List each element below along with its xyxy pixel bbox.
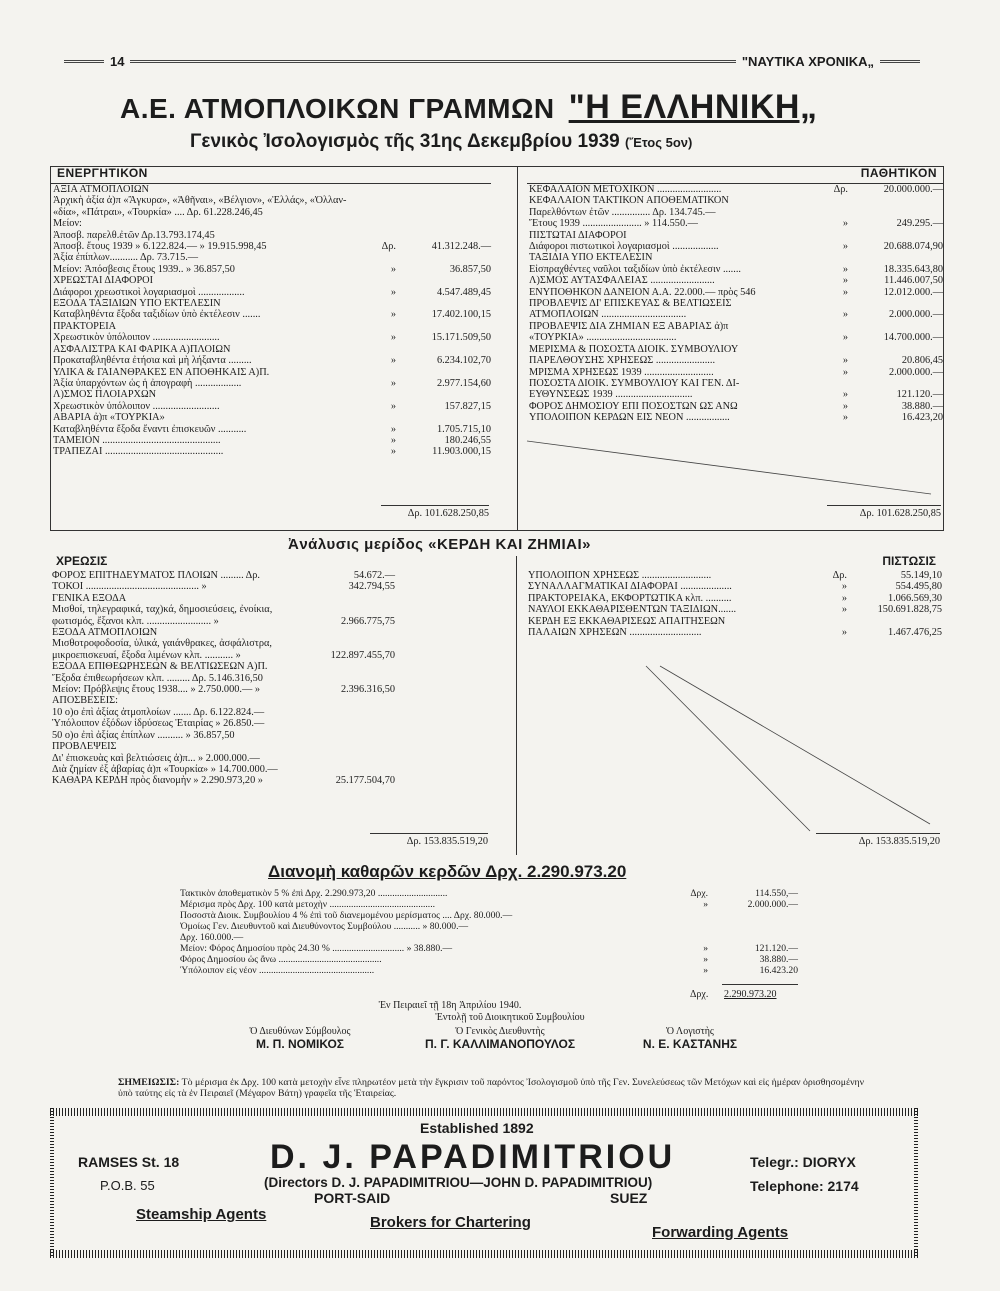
liability-label: ΠΡΟΒΛΕΨΙΣ ΔΙΑ ΖΗΜΙΑΝ ΕΞ ΑΒΑΡΙΑΣ ἀ)π <box>529 320 729 332</box>
debit-marker: 2.396.316,50 <box>340 684 395 696</box>
year-note: (Ἔτος 5ον) <box>625 135 693 150</box>
credit-label: ΠΡΑΚΤΟΡΕΙΑΚΑ, ΕΚΦΟΡΤΩΤΙΚΑ κλπ. .......... <box>528 592 732 604</box>
ad-border-right <box>914 1108 918 1258</box>
header-rule-right <box>880 60 920 63</box>
distribution-label: Τακτικὸν ἀποθεματικὸν 5 % ἐπὶ Δρχ. 2.290.973,20 ............................. <box>180 888 448 899</box>
liability-value: 249.295.— <box>896 218 943 230</box>
distribution-label: Μείον: Φόρος Δημοσίου πρὸς 24.30 % .............................. » 38.880.— <box>180 943 453 954</box>
asset-value: 17.402.100,15 <box>431 309 491 321</box>
distribution-total: 2.290.973.20 <box>724 989 777 1000</box>
asset-label: ΑΣΦΑΛΙΣΤΡΑ ΚΑΙ ΦΑΡΙΚΑ Α)ΠΛΟΙΩΝ <box>53 343 231 355</box>
liability-marker: » <box>842 241 848 253</box>
asset-value: 36.857,50 <box>449 263 491 275</box>
page-header <box>58 52 926 70</box>
credit-label: ΠΑΛΑΙΩΝ ΧΡΗΣΕΩΝ ............................ <box>528 627 702 639</box>
liability-marker: » <box>842 412 848 424</box>
liability-label: ΚΕΦΑΛΑΙΟΝ ΜΕΤΟΧΙΚΟΝ ......................... <box>529 184 722 195</box>
debit-marker: 342.794,55 <box>348 581 395 593</box>
signatory-1-role: Ὁ Διευθύνων Σύμβουλος <box>249 1026 351 1037</box>
ad-telegr: Telegr.: DIORYX <box>750 1154 856 1170</box>
signatory-2-name: Π. Γ. ΚΑΛΛΙΜΑΝΟΠΟΥΛΟΣ <box>424 1037 576 1051</box>
signatory-1-name: Μ. Π. ΝΟΜΙΚΟΣ <box>256 1037 344 1051</box>
board-order: Ἐντολῇ τοῦ Διοικητικοῦ Συμβουλίου <box>435 1012 585 1023</box>
signatory-3-name: Ν. Ε. ΚΑΣΤΑΝΗΣ <box>642 1037 738 1051</box>
credit-label: ΥΠΟΛΟΙΠΟΝ ΧΡΗΣΕΩΣ ........................... <box>528 570 712 581</box>
asset-label: Διάφοροι χρεωστικοὶ λογαριασμοὶ .................. <box>53 286 245 298</box>
asset-value: 6.234.102,70 <box>436 355 491 367</box>
liability-label: ΕΝΥΠΟΘΗΚΟΝ ΔΑΝΕΙΟΝ Α.Α. 22.000.— πρὸς 546 <box>529 286 756 298</box>
distribution-total-label: Δρχ. <box>690 989 709 1000</box>
ad-border-bottom <box>50 1250 918 1258</box>
liability-marker: » <box>842 389 848 401</box>
signatory-3 <box>590 1026 790 1051</box>
liability-value: 20.688.074,90 <box>883 241 943 253</box>
pl-title: Ἀνάλυσις μερίδος «ΚΕΡΔΗ ΚΑΙ ΖΗΜΙΑΙ» <box>288 536 591 553</box>
distribution-row <box>178 910 798 921</box>
liability-marker: » <box>842 355 848 367</box>
liability-value: 12.012.000.— <box>883 286 943 298</box>
distribution-value <box>708 910 798 921</box>
asset-marker: » <box>390 434 396 446</box>
debit-marker: 25.177.504,70 <box>335 775 395 787</box>
debit-label: μικροεπισκευαί, ἔξοδα λιμένων κλπ. ........... » <box>52 649 241 661</box>
asset-label: Καταβληθέντα ἔξοδα ταξιδίων ὑπὸ ἐκτέλεσιν ....... <box>53 309 261 321</box>
distribution-label: Ποσοστὰ Διοικ. Συμβουλίου 4 % ἐπὶ τοῦ διανεμομένου μερίσματος .... Δρχ. 80.000.— <box>180 910 513 921</box>
credit-marker: » <box>841 604 847 616</box>
credit-value: 55.149,10 <box>900 570 942 581</box>
liability-value: 121.120.— <box>896 389 943 401</box>
asset-marker: » <box>390 400 396 412</box>
ad-company-name: D. J. PAPADIMITRIOU <box>270 1138 676 1176</box>
asset-value: 180.246,55 <box>444 434 491 446</box>
debit-label: φωτισμός, ἔξανοι κλπ. ......................... » <box>52 615 219 627</box>
distribution-label: Δρχ. 160.000.— <box>180 932 244 943</box>
asset-marker: » <box>390 355 396 367</box>
debit-label: ΠΡΟΒΛΕΨΕΙΣ <box>52 741 117 753</box>
liability-value: 20.000.000.— <box>883 184 943 195</box>
asset-label: Ἀρχικὴ ἀξία ἀ)π «Ἄγκυρα», «Ἀθῆναι», «Βέλγιον», «Ἑλλάς», «Ὀλλαν- <box>53 195 347 207</box>
asset-value: 11.903.000,15 <box>432 446 491 458</box>
liability-label: ΠΙΣΤΩΤΑΙ ΔΙΑΦΟΡΟΙ <box>529 229 627 241</box>
distribution-marker <box>628 932 708 943</box>
ad-established: Established 1892 <box>420 1120 534 1136</box>
ad-directors: (Directors D. J. PAPADIMITRIOU—JOHN D. PAPADIMITRIOU) <box>264 1175 653 1190</box>
debit-label: Μισθοτροφοδοσία, ὑλικά, γαιάνθρακες, ἀσφάλιστρα, <box>52 638 273 650</box>
page-number: 14 <box>110 53 125 69</box>
liability-marker: » <box>842 263 848 275</box>
asset-marker: » <box>390 377 396 389</box>
signatory-2 <box>400 1026 600 1051</box>
ad-border-left <box>50 1108 54 1258</box>
asset-value: 2.977.154,60 <box>436 377 491 389</box>
asset-marker: » <box>390 309 396 321</box>
liability-label: ΚΕΦΑΛΑΙΟΝ ΤΑΚΤΙΚΟΝ ΑΠΟΘΕΜΑΤΙΚΟΝ <box>529 195 729 207</box>
liability-label: «ΤΟΥΡΚΙΑ» ................................... <box>529 332 677 344</box>
company-name: "Η ΕΛΛΗΝΙΚΗ„ <box>568 88 818 126</box>
distribution-title: Διανομὴ καθαρῶν κερδῶν Δρχ. 2.290.973.20 <box>268 862 627 881</box>
debit-label: Διὰ ζημίαν ἐξ ἀβαρίας ἀ)π «Τουρκία» » 14.700.000.— <box>52 763 278 775</box>
asset-label: Μείον: <box>53 218 82 230</box>
journal-name: "ΝΑΥΤΙΚΑ ΧΡΟΝΙΚΑ„ <box>741 53 874 69</box>
asset-value: 4.547.489,45 <box>436 286 491 298</box>
credit-label: ΣΥΝΑΛΛΑΓΜΑΤΙΚΑΙ ΔΙΑΦΟΡΑΙ .................... <box>528 581 732 593</box>
credit-marker: » <box>841 627 847 639</box>
profit-loss-section <box>50 556 942 855</box>
liability-value: 11.446.007,50 <box>884 275 943 287</box>
pl-cancel-lines <box>50 556 942 855</box>
liability-label: ΤΑΞΙΔΙΑ ΥΠΟ ΕΚΤΕΛΕΣΙΝ <box>529 252 653 264</box>
asset-marker: » <box>390 332 396 344</box>
credit-marker: » <box>841 581 847 593</box>
distribution-marker: » <box>703 954 708 965</box>
debit-label: ΦΟΡΟΣ ΕΠΙΤΗΔΕΥΜΑΤΟΣ ΠΛΟΙΩΝ ......... Δρ. <box>52 570 261 581</box>
liability-value: 18.335.643,80 <box>883 263 943 275</box>
debit-label: ΕΞΟΔΑ ΑΤΜΟΠΛΟΙΩΝ <box>52 627 158 639</box>
liability-label: ΥΠΟΛΟΙΠΟΝ ΚΕΡΔΩΝ ΕΙΣ ΝΕΟΝ ................. <box>529 412 730 424</box>
liability-label: Διάφοροι πιστωτικοὶ λογαριασμοὶ .................. <box>529 241 719 253</box>
liability-value: 14.700.000.— <box>883 332 943 344</box>
asset-label: ΠΡΑΚΤΟΡΕΙΑ <box>53 320 117 332</box>
liability-label: Παρελθόντων ἐτῶν ............... Δρ. 134.745.— <box>529 206 716 218</box>
debit-label: 50 ο)ο ἐπὶ ἀξίας ἐπίπλων .......... » 36.857,50 <box>52 729 235 741</box>
distribution-total-rule <box>722 984 798 985</box>
asset-label: ΧΡΕΩΣΤΑΙ ΔΙΑΦΟΡΟΙ <box>53 275 154 287</box>
distribution-value: 16.423.20 <box>759 965 798 976</box>
asset-marker: » <box>390 286 396 298</box>
debit-marker: 122.897.455,70 <box>330 649 395 661</box>
credit-value: 1.467.476,25 <box>887 627 942 639</box>
distribution-marker: Δρχ. <box>690 888 708 899</box>
distribution-row <box>178 943 798 954</box>
liability-label: ΑΤΜΟΠΛΟΙΩΝ ................................. <box>529 309 687 321</box>
asset-value: 41.312.248.— <box>431 241 491 253</box>
distribution-row <box>178 954 798 965</box>
asset-marker: » <box>390 446 396 458</box>
debit-total: Δρ. 153.835.519,20 <box>406 836 488 847</box>
credit-marker: Δρ. <box>832 570 847 581</box>
debit-heading: ΧΡΕΩΣΙΣ <box>56 554 108 568</box>
distribution-list <box>178 888 798 976</box>
company-type: Α.Ε. ΑΤΜΟΠΛΟΙΚΩΝ ΓΡΑΜΜΩΝ <box>120 93 555 124</box>
ad-suez: SUEZ <box>610 1190 648 1206</box>
asset-value: 157.827,15 <box>444 400 491 412</box>
header-rule-left <box>64 60 104 63</box>
balance-subtitle <box>190 131 692 153</box>
distribution-marker <box>628 910 708 921</box>
liability-label: Λ)ΣΜΟΣ ΑΥΤΑΣΦΑΛΕΙΑΣ ......................... <box>529 275 715 287</box>
asset-marker: » <box>390 263 396 275</box>
liability-marker: » <box>842 218 848 230</box>
company-title <box>120 88 920 127</box>
credit-total: Δρ. 153.835.519,20 <box>858 836 940 847</box>
liability-label: ΦΟΡΟΣ ΔΗΜΟΣΙΟΥ ΕΠΙ ΠΟΣΟΣΤΩΝ ΩΣ ΑΝΩ <box>529 400 738 412</box>
distribution-value <box>708 921 798 932</box>
assets-total: Δρ. 101.628.250,85 <box>407 508 489 519</box>
note-text: Τὸ μέρισμα ἐκ Δρχ. 100 κατὰ μετοχὴν εἶνε πληρωτέον μετὰ τὴν ἔγκρισιν τοῦ παρόντος Ἰσολογισμοῦ ὑπὸ τῆς Γεν. Συνελεύσεως τῶν Μετόχων καὶ εἰς ἡμέραν ὁρισθησομένην ὑπὸ ταύτης εἰς τὰ ἐν Πειραιεῖ (Μέγαρον Βάτη) γραφεῖα τῆς Ἑταιρείας. <box>118 1077 865 1099</box>
ad-address: RAMSES St. 18 <box>78 1154 180 1170</box>
asset-label: Χρεωστικὸν ὑπόλοιπον .......................... <box>53 400 220 412</box>
debit-label: ΓΕΝΙΚΑ ΕΞΟΔΑ <box>52 592 127 604</box>
distribution-label: Ὑπόλοιπον εἰς νέον ................................................ <box>180 965 375 976</box>
debit-label: Δι' ἐπισκευὰς καὶ βελτιώσεις ἀ)π... » 2.000.000.— <box>52 752 260 764</box>
liability-label: ΠΑΡΕΛΘΟΥΣΗΣ ΧΡΗΣΕΩΣ ....................... <box>529 355 716 367</box>
debit-label: ΤΟΚΟΙ ............................................ » <box>52 581 207 593</box>
ad-brokers: Brokers for Chartering <box>370 1214 531 1231</box>
distribution-marker: » <box>703 899 708 910</box>
subtitle-text: Γενικὸς Ἰσολογισμὸς τῆς 31ης Δεκεμβρίου 1939 <box>190 131 620 152</box>
liability-value: 2.000.000.— <box>888 366 943 378</box>
distribution-value: 121.120.— <box>754 943 798 954</box>
debit-label: Μισθοί, τηλεγραφικά, ταχ)κά, δημοσιεύσεις, ἐνοίκια, <box>52 604 273 616</box>
credit-marker: » <box>841 592 847 604</box>
asset-label: «δία», «Πάτραι», «Τουρκία» .... Δρ. 61.228.246,45 <box>53 206 263 218</box>
liability-marker: » <box>842 366 848 378</box>
liabilities-heading: ΠΑΘΗΤΙΚΟΝ <box>527 167 943 184</box>
liability-label: ΠΡΟΒΛΕΨΙΣ ΔΙ' ΕΠΙΣΚΕΥΑΣ & ΒΕΛΤΙΩΣΕΙΣ <box>529 298 732 310</box>
liability-marker: » <box>842 400 848 412</box>
note-label: ΣΗΜΕΙΩΣΙΣ: <box>118 1077 180 1088</box>
asset-marker: Δρ. <box>381 241 396 253</box>
distribution-row <box>178 965 798 976</box>
ad-pob: P.O.B. 55 <box>100 1178 155 1193</box>
liability-marker: » <box>842 309 848 321</box>
distribution-value: 114.550,— <box>755 888 798 899</box>
asset-label: ΕΞΟΔΑ ΤΑΞΙΔΙΩΝ ΥΠΟ ΕΚΤΕΛΕΣΙΝ <box>53 298 221 310</box>
asset-label: Λ)ΣΜΟΣ ΠΛΟΙΑΡΧΩΝ <box>53 389 157 401</box>
distribution-row <box>178 899 798 910</box>
signatory-2-role: Ὁ Γενικὸς Διευθυντὴς <box>455 1026 545 1037</box>
liability-label: Εἰσπραχθέντες ναῦλοι ταξιδίων ὑπὸ ἐκτέλεσιν ....... <box>529 263 741 275</box>
liability-value: 2.000.000.— <box>888 309 943 321</box>
place-date: Ἐν Πειραιεῖ τῇ 18η Ἀπριλίου 1940. <box>378 1000 522 1011</box>
debit-label: Ὑπόλοιπον ἐξόδων ἱδρύσεως Ἑταιρίας » 26.850.— <box>52 718 265 730</box>
distribution-value <box>708 932 798 943</box>
liability-marker: » <box>842 332 848 344</box>
asset-label: ΤΑΜΕΙΟΝ .............................................. <box>53 434 221 446</box>
asset-value: 15.171.509,50 <box>431 332 491 344</box>
ad-steamship: Steamship Agents <box>136 1206 267 1223</box>
credit-value: 150.691.828,75 <box>877 604 942 616</box>
ad-telephone: Telephone: 2174 <box>750 1178 859 1194</box>
liability-marker: Δρ. <box>833 184 848 195</box>
debit-label: ΑΠΟΣΒΕΣΕΙΣ: <box>52 695 119 707</box>
credit-value: 1.066.569,30 <box>887 592 942 604</box>
ad-port-said: PORT-SAID <box>314 1190 391 1206</box>
liability-label: Ἔτους 1939 ....................... » 114.550.— <box>529 218 698 230</box>
liability-label: ΕΥΘΥΝΣΕΩΣ 1939 .............................. <box>529 389 693 401</box>
signatory-3-role: Ὁ Λογιστὴς <box>666 1026 714 1037</box>
liability-label: ΜΕΡΙΣΜΑ & ΠΟΣΟΣΤΑ ΔΙΟΙΚ. ΣΥΜΒΟΥΛΙΟΥ <box>529 343 739 355</box>
asset-label: ΥΛΙΚΑ & ΓΑΙΑΝΘΡΑΚΕΣ ΕΝ ΑΠΟΘΗΚΑΙΣ Α)Π. <box>53 366 270 378</box>
balance-cancel-lines <box>51 167 943 530</box>
liability-value: 38.880.— <box>901 400 943 412</box>
ad-border-top <box>50 1108 918 1116</box>
debit-label: ΚΑΘΑΡΑ ΚΕΡΔΗ πρὸς διανομὴν » 2.290.973,20 » <box>52 775 263 787</box>
asset-label: Ἀποσβ. ἔτους 1939 » 6.122.824.— » 19.915.998,45 <box>53 241 267 253</box>
asset-label: Μείον: Ἀπόσβεσις ἔτους 1939.. » 36.857,50 <box>53 263 235 275</box>
debit-label: Ἔξοδα ἐπιθεωρήσεων κλπ. ......... Δρ. 5.146.316,50 <box>52 672 263 684</box>
liability-marker: » <box>842 286 848 298</box>
distribution-row <box>178 932 798 943</box>
credit-heading: ΠΙΣΤΩΣΙΣ <box>882 554 936 568</box>
signatory-1 <box>200 1026 400 1051</box>
header-rule-middle <box>130 60 735 63</box>
liability-label: ΜΡΙΣΜΑ ΧΡΗΣΕΩΣ 1939 ........................... <box>529 366 714 378</box>
debit-marker: 2.966.775,75 <box>340 615 395 627</box>
distribution-label: Φόρος Δημοσίου ὡς ἄνω ........................................... <box>180 954 382 965</box>
liability-marker: » <box>842 275 848 287</box>
distribution-row <box>178 888 798 899</box>
asset-label: Ἀποσβ. παρελθ.ἐτῶν Δρ.13.793.174,45 <box>53 229 215 241</box>
debit-label: Μείον: Πρόβλεψις ἔτους 1938.... » 2.750.000.— » <box>52 684 260 696</box>
note <box>118 1077 878 1099</box>
credit-label: ΝΑΥΛΟΙ ΕΚΚΑΘΑΡΙΣΘΕΝΤΩΝ ΤΑΞΙΔΙΩΝ....... <box>528 604 737 616</box>
asset-label: ΤΡΑΠΕΖΑΙ .............................................. <box>53 446 224 458</box>
debit-label: 10 ο)ο ἐπὶ ἀξίας ἀτμοπλοίων ....... Δρ. 6.122.824.— <box>52 706 265 718</box>
distribution-label: Μέρισμα πρὸς Δρχ. 100 κατὰ μετοχὴν ............................................ <box>180 899 435 910</box>
liabilities-total: Δρ. 101.628.250,85 <box>859 508 941 519</box>
asset-label: Προκαταβληθέντα ἐτήσια καὶ μὴ λήξαντα ......... <box>53 355 252 367</box>
credit-label: ΚΕΡΔΗ ΕΞ ΕΚΚΑΘΑΡΙΣΕΩΣ ΑΠΑΙΤΗΣΕΩΝ <box>528 615 726 627</box>
asset-label: Καταβληθέντα ἔξοδα ἔναντι ἐπισκευῶν ........... <box>53 423 247 435</box>
advertisement <box>50 1108 918 1258</box>
distribution-label: Ὁμοίως Γεν. Διευθυντοῦ καὶ Διευθύνοντος Συμβούλου ........... » 80.000.— <box>180 921 469 932</box>
distribution-marker <box>628 921 708 932</box>
assets-heading: ΕΝΕΡΓΗΤΙΚΟΝ <box>51 167 491 184</box>
liability-value: 16.423,20 <box>901 412 943 424</box>
distribution-marker: » <box>703 965 708 976</box>
asset-label: Χρεωστικὸν ὑπόλοιπον .......................... <box>53 332 220 344</box>
ad-forwarding: Forwarding Agents <box>652 1224 789 1241</box>
liability-value: 20.806,45 <box>901 355 943 367</box>
liability-label: ΠΟΣΟΣΤΑ ΔΙΟΙΚ. ΣΥΜΒΟΥΛΙΟΥ ΚΑΙ ΓΕΝ. ΔΙ- <box>529 377 740 389</box>
distribution-value: 2.000.000.— <box>747 899 798 910</box>
asset-label: ΑΒΑΡΙΑ ἀ)π «ΤΟΥΡΚΙΑ» <box>53 412 165 424</box>
debit-marker: 54.672.— <box>353 570 395 581</box>
asset-label: ΑΞΙΑ ΑΤΜΟΠΛΟΙΩΝ <box>53 184 149 195</box>
distribution-marker: » <box>703 943 708 954</box>
debit-label: ΕΞΟΔΑ ΕΠΙΘΕΩΡΗΣΕΩΝ & ΒΕΛΤΙΩΣΕΩΝ Α)Π. <box>52 661 268 673</box>
asset-label: Ἀξία ἐπίπλων........... Δρ. 73.715.— <box>53 252 199 264</box>
distribution-value: 38.880.— <box>759 954 798 965</box>
balance-sheet <box>50 166 944 531</box>
asset-label: Ἀξία ὑπαρχόντων ὡς ἡ ἀπογραφὴ .................. <box>53 377 242 389</box>
asset-value: 1.705.715,10 <box>436 423 491 435</box>
credit-value: 554.495,80 <box>895 581 942 593</box>
distribution-row <box>178 921 798 932</box>
asset-marker: » <box>390 423 396 435</box>
